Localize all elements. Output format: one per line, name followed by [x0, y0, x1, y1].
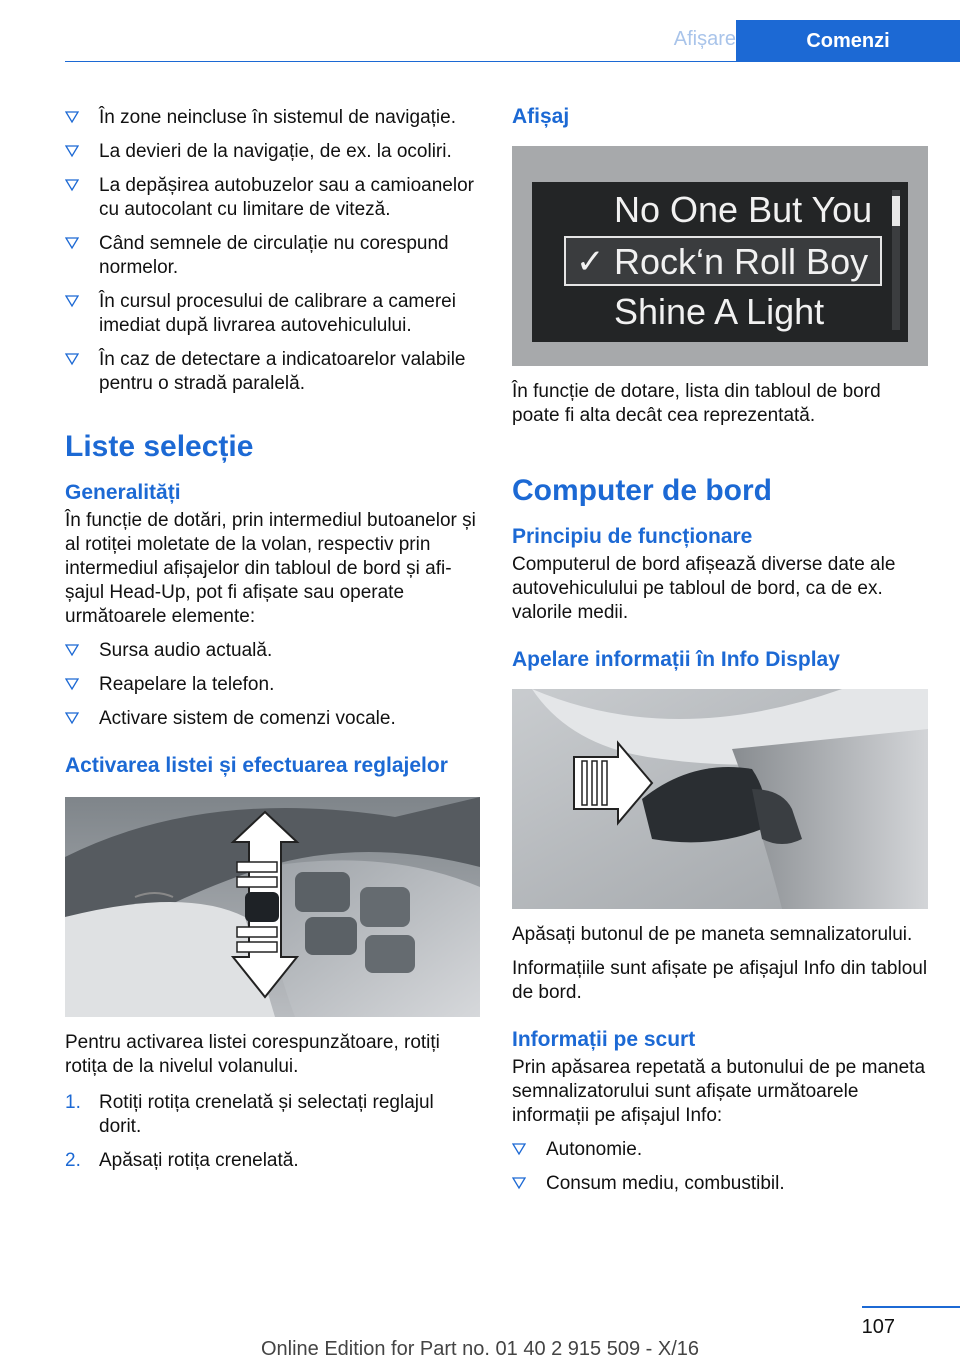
list-item: Consum mediu, combustibil.: [512, 1172, 928, 1196]
triangle-bullet-icon: [65, 294, 79, 308]
triangle-bullet-icon: [65, 110, 79, 124]
heading-activate-list: Activarea listei și efectuarea reglajelor: [65, 754, 448, 777]
paragraph-activate: Pentru activarea listei corespunzătoare, rotiți rotița de la nivelul volanului.: [65, 1032, 440, 1077]
list-item: La devieri de la navigație, de ex. la ocoliri.: [65, 140, 480, 164]
steps-list: [65, 1091, 480, 1173]
turn-signal-lever-image: [512, 689, 928, 909]
paragraph-call-1: Apăsați butonul de pe maneta semnalizatorului.: [512, 924, 913, 945]
page-header: [0, 0, 960, 62]
list-item: Activare sistem de comenzi vocale.: [65, 707, 480, 731]
heading-short-info: Informații pe scurt: [512, 1028, 696, 1051]
info-list: [512, 1138, 928, 1196]
heading-selection-lists: Liste selecție: [65, 430, 254, 463]
list-item: În zone neincluse în sistemul de navigație.: [65, 106, 480, 130]
list-item: 1. Rotiți rotița crenelată și selectați reglajul dorit.: [65, 1092, 434, 1137]
turn-signal-lever-illustration: [512, 689, 928, 909]
page-number: 107: [861, 1316, 895, 1338]
edition-footer: Online Edition for Part no. 01 40 2 915 509 - X/16: [260, 1338, 700, 1360]
triangle-bullet-icon: [65, 352, 79, 366]
paragraph-principle: Computerul de bord afișează diverse date ale autovehiculului pe tabloul de bord, ca de ex. valorile medii.: [512, 554, 896, 623]
right-column: [512, 100, 928, 1206]
list-item: Când semnele de circulație nu corespund normelor.: [65, 232, 480, 280]
paragraph-call-2: Informațiile sunt afișate pe afișajul Info din tabloul de bord.: [512, 958, 928, 1003]
paragraph-display: În funcție de dotare, lista din tabloul de bord poate fi alta decât cea reprezentată.: [512, 381, 881, 426]
display-screen: [532, 182, 908, 342]
elements-list: [65, 639, 480, 731]
display-scrollbar-thumb: [892, 196, 900, 226]
display-list-image: [512, 146, 928, 366]
heading-principle: Principiu de funcționare: [512, 525, 753, 548]
triangle-bullet-icon: [65, 643, 79, 657]
list-item: La depășirea autobuzelor sau a camioanelor cu autocolant cu limitare de viteză.: [65, 174, 480, 222]
triangle-bullet-icon: [512, 1176, 526, 1190]
left-column: [65, 100, 480, 1183]
heading-general: Generalități: [65, 481, 181, 504]
triangle-bullet-icon: [65, 236, 79, 250]
list-item: În caz de detectare a indicatoarelor valabile pentru o stradă paralelă.: [65, 348, 480, 396]
triangle-bullet-icon: [65, 178, 79, 192]
display-scrollbar: [892, 190, 900, 330]
section-tab-controls[interactable]: Comenzi: [736, 20, 960, 62]
list-item: În cursul procesului de calibrare a camerei imediat după livrarea autovehiculului.: [65, 290, 480, 338]
list-item: 2. Apăsați rotița crenelată.: [65, 1150, 299, 1171]
list-item: Sursa audio actuală.: [65, 639, 480, 663]
triangle-bullet-icon: [65, 144, 79, 158]
list-item: Reapelare la telefon.: [65, 673, 480, 697]
heading-display: Afișaj: [512, 105, 570, 128]
display-selected-item: ✓ Rock‘n Roll Boy: [564, 236, 882, 286]
triangle-bullet-icon: [65, 677, 79, 691]
check-icon: ✓: [576, 243, 605, 281]
paragraph-short-info: Prin apăsarea repetată a butonului de pe maneta semnalizatorului sunt afișate următoarele informații pe afișajul Info:: [512, 1057, 926, 1126]
header-rule: [65, 61, 960, 62]
heading-onboard-computer: Computer de bord: [512, 474, 772, 507]
display-list-item: Shine A Light: [614, 291, 825, 332]
conditions-list: [65, 106, 480, 396]
steering-wheel-image: [65, 797, 480, 1017]
footer-rule: [862, 1306, 960, 1308]
paragraph-general: În funcție de dotări, prin intermediul butoanelor și al rotiței moletate de la volan, respectiv prin intermediul afișajelor din tabloul de bord și afișajul Head-Up, pot fi afișate sau operate următoarele elemente:: [65, 510, 476, 627]
triangle-bullet-icon: [65, 711, 79, 725]
list-item: Autonomie.: [512, 1138, 928, 1162]
section-tab-display[interactable]: Afișare: [673, 28, 736, 50]
heading-call-info: Apelare informații în Info Display: [512, 648, 840, 671]
display-list-item: No One But You: [614, 189, 873, 230]
steering-wheel-illustration: [65, 797, 480, 1017]
triangle-bullet-icon: [512, 1142, 526, 1156]
